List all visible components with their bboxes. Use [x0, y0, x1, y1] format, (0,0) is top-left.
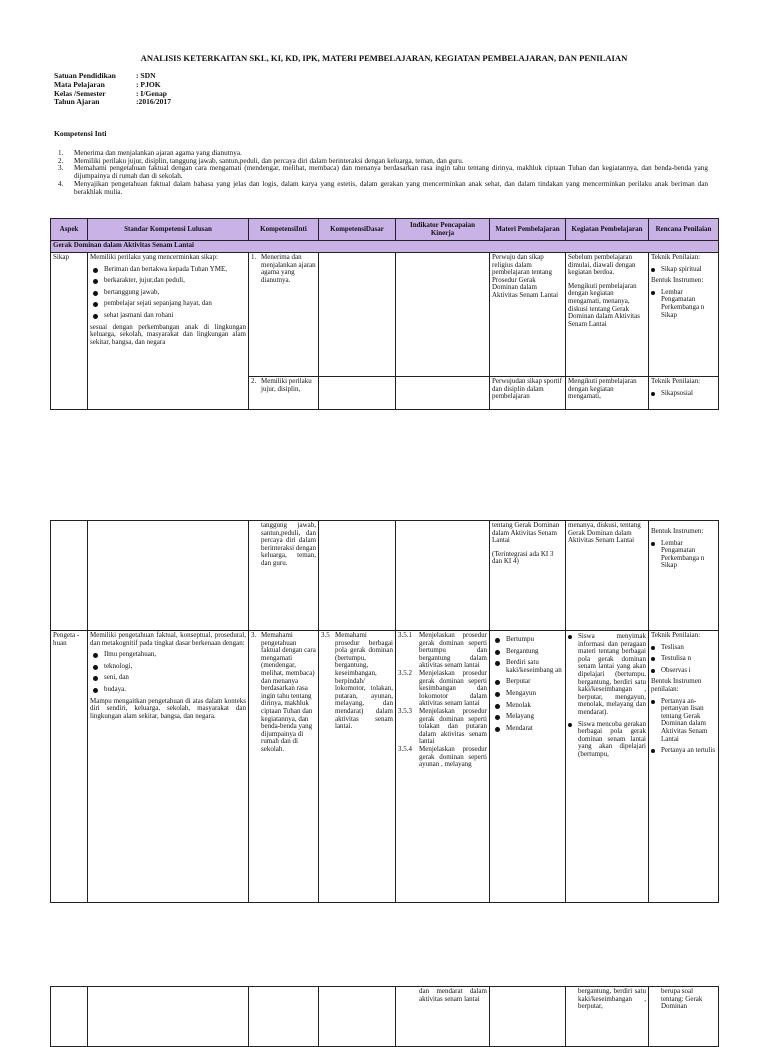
kd-cell [319, 253, 396, 377]
kompetensi-inti-list [54, 150, 708, 196]
list-text: Bertumpu [506, 635, 534, 643]
bullet-icon [651, 749, 655, 753]
ki-cell [249, 377, 319, 410]
kegiatan-text: bergantung, berdiri satu kaki/keseimbangan , berputar, [578, 987, 646, 1011]
list-item [90, 686, 246, 694]
list-text: seni, dan [104, 673, 129, 682]
kegiatan-text: Mengikuti pembelajaran dengan kegiatan mengamati, menanya, diskusi tentang Gerak Dominan dalam Aktivitas Senam Lantai [568, 281, 640, 328]
list-text: Testulisa n [661, 654, 692, 663]
list-item [651, 540, 716, 570]
list-item [90, 663, 246, 671]
list-text: Siswa menyimak informasi dan peragaan materi tentang berbagai pola gerak dominan senam lantai yang akan dipelajari (bertumpu, bergantung, berdiri satu kaki/keseimbangan , berputar, mengayun, menolak, melayang dan mendarat). [578, 632, 646, 716]
header-materi: Materi Pembelajaran [490, 219, 566, 241]
list-number: 3. [251, 631, 257, 639]
list-text: teknologi, [104, 661, 133, 670]
penilaian-label: Teknik Penilaian: [651, 377, 701, 385]
bullet-icon [651, 291, 655, 295]
kd-cell [319, 521, 396, 631]
list-item [492, 659, 563, 674]
skl-intro: Memiliki pengetahuan faktual, konseptual, prosedural, dan metakognitif pada tingkat dasar berkenaan dengan: [90, 631, 246, 647]
bullet-icon [568, 723, 572, 727]
kegiatan-cell [566, 987, 649, 1047]
ki-cell [249, 987, 319, 1047]
list-text: Pertanya an-pertanyan lisan tentang Gerak Dominan dalam Aktivitas Senam Lantai [661, 696, 708, 743]
list-text: Ilmu pengetahuan, [104, 650, 157, 659]
list-item [568, 633, 646, 717]
document-meta [54, 72, 171, 107]
list-text: Lembar Pengamatan Perkembanga n Sikap [661, 287, 705, 319]
ipk-cell [396, 631, 490, 903]
list-number: 3.5 [321, 631, 330, 639]
ki-item [251, 254, 316, 284]
bullet-icon [93, 314, 98, 319]
ki-text: tanggung jawab, santun,peduli, dan percaya diri dalam berinteraksi dengan keluarga, teman, dan guru. [261, 521, 317, 567]
ipk-number: 3.5.4 [398, 744, 412, 753]
meta-key: Mata Pelajaran [54, 79, 105, 89]
analysis-table-page-2 [50, 520, 719, 903]
list-text: budaya. [104, 684, 126, 693]
list-text: Melayang [506, 712, 534, 721]
list-text: Memiliki perilaku jujur, disiplin, tanggung jawab, santun,peduli, dan percaya diri dalam berinteraksi dengan keluarga, teman, dan guru. [74, 156, 464, 165]
bullet-icon [93, 279, 98, 284]
list-text: Berdiri satu kaki/keseimbang an [506, 658, 562, 674]
list-text: Memahami pengetahuan faktual dengan cara mengamati (mendengar, melihat, membaca) dan menanya berdasarkan rasa ingin tahu tentang dirinya, makhluk ciptaan Tuhan dan kegiatannya, dan benda-benda yang dijumpainya di rumah dan di sekolah. [261, 631, 316, 753]
table-row [51, 521, 719, 631]
list-item [492, 725, 563, 733]
list-text: Sikap spiritual [661, 264, 702, 273]
list-text: Bergantung [506, 646, 539, 655]
ipk-cell [396, 377, 490, 410]
list-item [492, 678, 563, 686]
skl-cell [88, 521, 249, 631]
aspek-cell [51, 521, 88, 631]
bullet-icon [495, 727, 500, 732]
ki-cell [249, 253, 319, 377]
list-item [54, 165, 708, 180]
penilaian-cell [649, 377, 719, 410]
bullet-icon [568, 635, 572, 639]
list-item [492, 702, 563, 710]
kd-cell [319, 631, 396, 903]
list-number: 3. [58, 164, 64, 173]
bullet-icon [495, 661, 500, 666]
list-text: sehat jasmani dan rohani [104, 310, 174, 319]
skl-cell [88, 631, 249, 903]
list-text: Memiliki perilaku jujur, disiplin, [261, 377, 312, 393]
list-item [651, 698, 716, 744]
penilaian-cell [649, 253, 719, 377]
meta-row [54, 98, 171, 107]
materi-cell [490, 631, 566, 903]
penilaian-label: Bentuk Instrumen: [651, 527, 704, 535]
kegiatan-cell: Mengikuti pembelajaran dengan kegiatan mengamati, [566, 377, 649, 410]
skl-cell [88, 987, 249, 1047]
list-text: Memahami prosedur berbagai pola gerak dominan (bertumpu, bergantung, keseimbangan, berpindah/ lokomotor, tolakan, putaran, ayunan, melayang, dan mendarat) dalam aktivitas senam lantai. [335, 631, 393, 731]
ipk-item [398, 746, 487, 769]
header-ki: KompetensiInti [249, 219, 319, 241]
list-text: Sikapsosial [661, 388, 693, 397]
materi-cell: Perwujudan sikap sportif dan disiplin dalam pembelajaran [490, 377, 566, 410]
list-item [90, 300, 246, 308]
table-row [51, 987, 719, 1047]
penilaian-cell [649, 987, 719, 1047]
skl-intro: Memiliki perilaku yang mencerminkan sikap: [90, 253, 218, 261]
ki-cell [249, 521, 319, 631]
list-text: Menerima dan menjalankan ajaran agama yang dianutnya. [74, 149, 242, 157]
header-skl: Standar Kompetensi Lulusan [88, 219, 249, 241]
table-row [51, 631, 719, 903]
penilaian-label: Teknik Penilaian: [651, 253, 701, 261]
ki-item [251, 378, 316, 393]
table-header-row [51, 219, 719, 241]
bullet-icon [495, 704, 500, 709]
skl-cell [88, 253, 249, 410]
list-item [492, 648, 563, 656]
header-kd: KompetensiDasar [319, 219, 396, 241]
penilaian-label: Bentuk Instrumen: [651, 276, 704, 285]
list-text: Lembar Pengamatan Perkembanga n Sikap [661, 538, 705, 570]
list-number: 1. [58, 149, 64, 157]
ipk-text: Menjelaskan prosedur gerak dominan seperti ayunan , melayang [419, 744, 487, 769]
bullet-icon [651, 657, 655, 661]
bullet-icon [93, 665, 98, 670]
analysis-table-page-1 [50, 218, 719, 410]
penilaian-cell [649, 521, 719, 631]
kegiatan-cell: menanya, diskusi, tentang Gerak Dominan dalam Aktivitas Senam Lantai [566, 521, 649, 631]
meta-key: Kelas /Semester [54, 88, 106, 98]
list-text: pembelajar sejati sepanjang hayat, dan [104, 299, 212, 308]
list-item [651, 667, 716, 675]
kd-item [321, 632, 393, 731]
list-item [90, 266, 246, 274]
list-text: berkarakter, jujur,dan peduli, [104, 276, 185, 285]
section-band-row [51, 241, 719, 253]
ipk-number: 3.5.3 [398, 706, 412, 715]
bullet-icon [495, 715, 500, 720]
table-row [51, 253, 719, 377]
header-kegiatan: Kegiatan Pembelajaran [566, 219, 649, 241]
ipk-text: Menjelaskan prosedur gerak dominan seperti tolakan dan putaran dalam aktivitas senam lantai [419, 706, 487, 746]
document-title: ANALISIS KETERKAITAN SKL, KI, KD, IPK, MATERI PEMBELAJARAN, KEGIATAN PEMBELAJARAN, DAN PENILAIAN [140, 53, 628, 63]
penilaian-text: berupa soal tentang: Gerak Dominan [661, 987, 703, 1011]
bullet-icon [651, 542, 655, 546]
materi-cell [490, 987, 566, 1047]
section-band: Gerak Dominan dalam Aktivitas Senam Lantai [51, 241, 719, 253]
list-item [90, 312, 246, 320]
list-number: 1. [251, 253, 257, 261]
bullet-icon [495, 680, 500, 685]
list-item [651, 644, 716, 652]
meta-value: : SDN [136, 71, 156, 80]
list-text: Observas i [661, 665, 691, 674]
bullet-icon [651, 646, 655, 650]
ipk-cell [396, 987, 490, 1047]
list-item [492, 636, 563, 644]
kd-cell [319, 377, 396, 410]
list-item [90, 674, 246, 682]
bullet-icon [651, 669, 655, 673]
materi-cell: Perwuju dan sikap religius dalam pembelajaran tentang Prosedur Gerak Dominan dalam Aktivitas Senam Lantai [490, 253, 566, 377]
meta-value: : I/Genap [136, 88, 168, 98]
ipk-item [398, 670, 487, 708]
list-item [90, 289, 246, 297]
list-text: Berputar [506, 677, 531, 686]
bullet-icon [93, 676, 98, 681]
ipk-cell [396, 253, 490, 377]
list-text: Menyajikan pengetahuan faktual dalam bahasa yang jelas dan logis, dalam karya yang estetis, dalam gerakan yang mencerminkan anak sehat, dan dalam tindakan yang mencerminkan perilaku anak beriman dan berakhlak mulia. [74, 179, 708, 196]
list-text: Pertanya an tertulis [661, 746, 716, 755]
list-item [492, 690, 563, 698]
list-text: Teslisan [661, 642, 684, 651]
bullet-icon [495, 638, 500, 643]
bullet-icon [93, 302, 98, 307]
header-aspek: Aspek [51, 219, 88, 241]
meta-key: Tahun Ajaran [54, 97, 100, 107]
penilaian-label: Teknik Penilaian: [651, 631, 701, 639]
list-item [90, 277, 246, 285]
list-item [651, 747, 716, 755]
list-item [568, 721, 646, 759]
bullet-icon [495, 650, 500, 655]
list-item [651, 655, 716, 663]
ipk-number: 3.5.1 [398, 631, 412, 639]
list-text: Mendarat [506, 723, 533, 732]
list-number: 4. [58, 179, 64, 188]
kompetensi-inti-heading: Kompetensi Inti [54, 129, 107, 138]
bullet-icon [651, 392, 655, 396]
ki-item [251, 632, 316, 754]
list-number: 2. [251, 377, 257, 385]
bullet-icon [93, 268, 98, 273]
skl-outro: sesuai dengan perkembangan anak di lingkungan keluarga, sekolah, masyarakat dan lingkungan alam sekitar, bangsa, dan negara [90, 322, 246, 346]
header-penilaian: Rencana Penilaian [649, 219, 719, 241]
materi-cell [490, 521, 566, 631]
aspek-cell [51, 987, 88, 1047]
bullet-icon [651, 268, 655, 272]
list-item [651, 289, 716, 319]
list-text: bertanggung jawab, [104, 287, 160, 296]
penilaian-label: Bentuk Instrumen penilaian: [651, 677, 702, 693]
skl-outro: Mampu mengaitkan pengetahuan di atas dalam konteks diri sendiri, keluarga, sekolah, masyarakat dan lingkungan alam sekitar, bangsa, dan negara. [90, 696, 246, 720]
bullet-icon [93, 688, 98, 693]
list-text: Mengayun [506, 688, 536, 697]
ipk-text: Menjelaskan prosedur gerak dominan seperti kesimbangan dan lokomotor dalam aktivitas senam lantai [419, 668, 487, 708]
ipk-cell [396, 521, 490, 631]
meta-key: Satuan Pendidikan [54, 71, 116, 80]
ipk-item [398, 632, 487, 670]
meta-value: : PJOK [136, 79, 161, 89]
ki-cell [249, 631, 319, 903]
header-ipk: Indikator Pencapaian Kinerja [396, 219, 490, 241]
ipk-text: dan mendarat dalam aktivitas senam lantai [419, 987, 487, 1003]
penilaian-cell [649, 631, 719, 903]
bullet-icon [93, 653, 98, 658]
list-text: Siswa mencoba gerakan berbagai pola gerak dominan senam lantai yang akan dipelajari (bertumpu, [578, 719, 646, 758]
list-number: 2. [58, 156, 64, 165]
ipk-item [398, 708, 487, 746]
list-item [651, 390, 716, 398]
aspek-cell: Sikap [51, 253, 88, 410]
materi-note: (Terintegrasi ada KI 3 dan KI 4) [492, 549, 554, 566]
list-item [90, 651, 246, 659]
kegiatan-text: Sebelum pembelajaran dimulai, diawali dengan kegiatan berdoa. [568, 253, 636, 277]
list-item [54, 181, 708, 196]
list-text: Menolak [506, 700, 531, 709]
kd-cell [319, 987, 396, 1047]
analysis-table-page-3 [50, 986, 719, 1047]
list-text: Menerima dan menjalankan ajaran agama yang dianutnya. [261, 253, 316, 284]
list-text: Memahami pengetahuan faktual dengan cara mengamati (mendengar, melihat, membaca) dan menanya berdasarkan rasa ingin tahu tentang dirinya, makhluk ciptaan Tuhan dan kegiatannya, dan benda-benda yang dijumpainya di rumah dan di sekolah. [74, 164, 708, 181]
aspek-cell: Pengeta -huan [51, 631, 88, 903]
meta-value: :2016/2017 [136, 97, 172, 107]
list-text: Beriman dan bertakwa kepada Tuhan YME, [104, 264, 227, 273]
ipk-number: 3.5.2 [398, 668, 412, 677]
list-item [651, 266, 716, 274]
ipk-text: Menjelaskan prosedur gerak dominan seperti bertumpu dan bergantung dalam aktivitas senam lantai [419, 631, 487, 670]
materi-text: tentang Gerak Dominan dalam Aktivitas Senam Lantai [492, 521, 560, 545]
list-item [492, 713, 563, 721]
bullet-icon [651, 700, 655, 704]
kegiatan-cell [566, 631, 649, 903]
bullet-icon [93, 291, 98, 296]
bullet-icon [495, 692, 500, 697]
kegiatan-cell [566, 253, 649, 377]
